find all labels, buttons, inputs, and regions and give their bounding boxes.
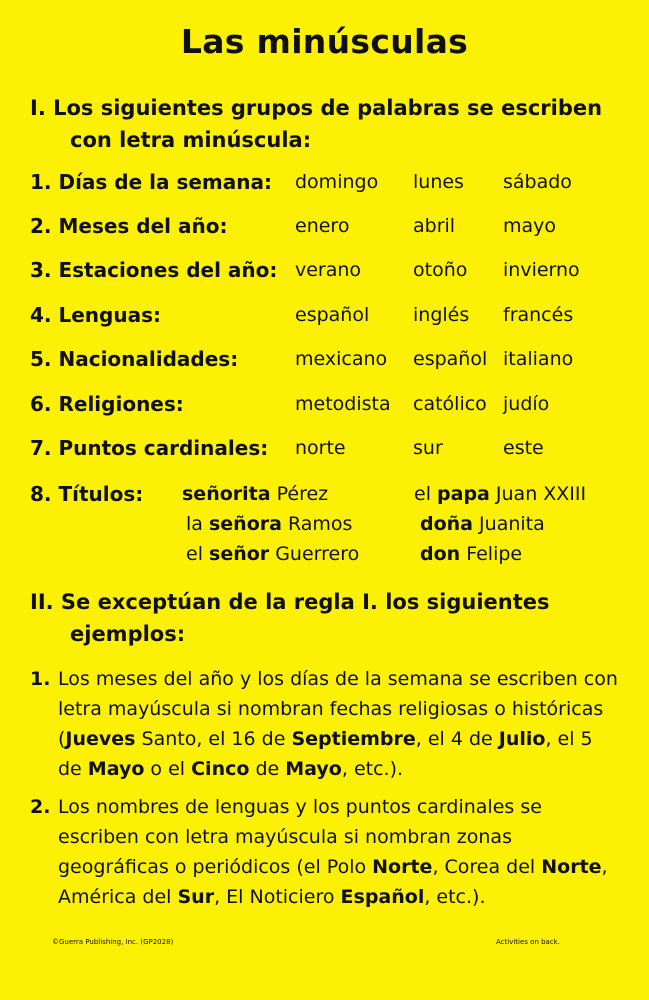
paragraph-number: 1.: [30, 668, 51, 690]
example-word: invierno: [503, 259, 580, 281]
emphasized-word: Español: [340, 886, 425, 908]
example-word: francés: [503, 304, 574, 326]
example-word: italiano: [503, 348, 574, 370]
section-two-line1: II. Se exceptúan de la regla I. los siguientes: [30, 590, 550, 614]
example-word: metodista: [295, 393, 391, 415]
example-word: verano: [295, 259, 362, 281]
paragraph-segment: , etc.).: [341, 758, 404, 780]
emphasized-word: Jueves: [65, 728, 136, 750]
title-text: Juan XXIII: [489, 483, 587, 505]
titles-label: 8. Títulos:: [30, 482, 144, 506]
section-one-heading: [30, 92, 602, 156]
section-two-line2: ejemplos:: [70, 622, 186, 646]
title-word: señora: [208, 513, 282, 535]
title-word: señor: [209, 543, 270, 565]
title-text: Felipe: [460, 543, 523, 565]
group-label: 7. Puntos cardinales:: [30, 436, 269, 460]
paragraph-segment: , América del: [58, 856, 608, 908]
word-group-row: [30, 214, 630, 244]
example-word: sur: [413, 437, 443, 459]
example-word: este: [503, 437, 544, 459]
example-word: norte: [295, 437, 346, 459]
title-word: don: [420, 543, 461, 565]
example-word: mayo: [503, 215, 557, 237]
title-word: señorita: [182, 483, 271, 505]
group-label: 5. Nacionalidades:: [30, 347, 239, 371]
emphasized-word: Mayo: [285, 758, 342, 780]
example-word: inglés: [413, 304, 470, 326]
title-text: Pérez: [270, 483, 329, 505]
paragraph-segment: Los meses del año y los días de la semana se escriben con letra mayúscula si nombran fechas religiosas o históricas (: [58, 668, 618, 750]
word-group-row: [30, 170, 630, 200]
title-example: [414, 483, 586, 505]
title-example: [420, 513, 545, 535]
word-group-row: [30, 347, 630, 377]
example-word: español: [413, 348, 488, 370]
section-two-heading: [30, 586, 550, 650]
group-label: 4. Lenguas:: [30, 303, 161, 327]
paragraph-text: [30, 792, 620, 912]
title-example: [186, 543, 359, 565]
paragraph-segment: Santo, el 16 de: [135, 728, 292, 750]
word-group-row: [30, 303, 630, 333]
group-label: 6. Religiones:: [30, 392, 184, 416]
example-word: otoño: [413, 259, 468, 281]
paragraph-number: 2.: [30, 796, 51, 818]
paragraph-segment: , Corea del: [432, 856, 542, 878]
example-word: español: [295, 304, 370, 326]
group-label: 1. Días de la semana:: [30, 170, 272, 194]
paragraph-segment: , etc.).: [424, 886, 486, 908]
paragraph-segment: , El Noticiero: [214, 886, 341, 908]
paragraph-segment: , el 4 de: [415, 728, 499, 750]
emphasized-word: Norte: [372, 856, 433, 878]
emphasized-word: Norte: [541, 856, 602, 878]
title-text: Ramos: [281, 513, 353, 535]
title-word: doña: [420, 513, 474, 535]
exception-paragraph-2: [30, 792, 620, 912]
paragraph-segment: o el: [144, 758, 192, 780]
word-group-row: [30, 436, 630, 466]
title-example: [186, 513, 352, 535]
emphasized-word: Septiembre: [291, 728, 416, 750]
example-word: judío: [503, 393, 550, 415]
group-label: 3. Estaciones del año:: [30, 258, 278, 282]
section-one-line2: con letra minúscula:: [70, 128, 312, 152]
emphasized-word: Julio: [498, 728, 546, 750]
example-word: mexicano: [295, 348, 388, 370]
title-example: [420, 543, 522, 565]
paragraph-segment: , el 5 de: [58, 728, 593, 780]
example-word: enero: [295, 215, 350, 237]
group-label: 2. Meses del año:: [30, 214, 228, 238]
footer-copyright: ©Guerra Publishing, Inc. (GP2028): [52, 938, 174, 946]
word-group-row: [30, 392, 630, 422]
emphasized-word: Cinco: [191, 758, 250, 780]
footer-note: Activities on back.: [496, 938, 560, 946]
paragraph-segment: Los nombres de lenguas y los puntos cardinales se escriben con letra mayúscula si nombran zonas geográficas o periódicos (el Polo: [58, 796, 542, 878]
paragraph-text: [30, 664, 620, 784]
emphasized-word: Sur: [177, 886, 215, 908]
emphasized-word: Mayo: [87, 758, 145, 780]
section-one-line1: I. Los siguientes grupos de palabras se escriben: [30, 96, 603, 120]
example-word: sábado: [503, 171, 572, 193]
title-text: Juanita: [473, 513, 545, 535]
title-text: la: [186, 513, 209, 535]
title-text: Guerrero: [269, 543, 360, 565]
example-word: católico: [413, 393, 487, 415]
example-word: domingo: [295, 171, 379, 193]
title-example: [182, 483, 328, 505]
title-word: papa: [437, 483, 490, 505]
title-text: el: [186, 543, 210, 565]
paragraph-segment: de: [249, 758, 286, 780]
word-group-row: [30, 258, 630, 288]
example-word: abril: [413, 215, 456, 237]
page-title: Las minúsculas: [180, 22, 469, 61]
exception-paragraph-1: [30, 664, 620, 784]
example-word: lunes: [413, 171, 464, 193]
title-text: el: [414, 483, 438, 505]
